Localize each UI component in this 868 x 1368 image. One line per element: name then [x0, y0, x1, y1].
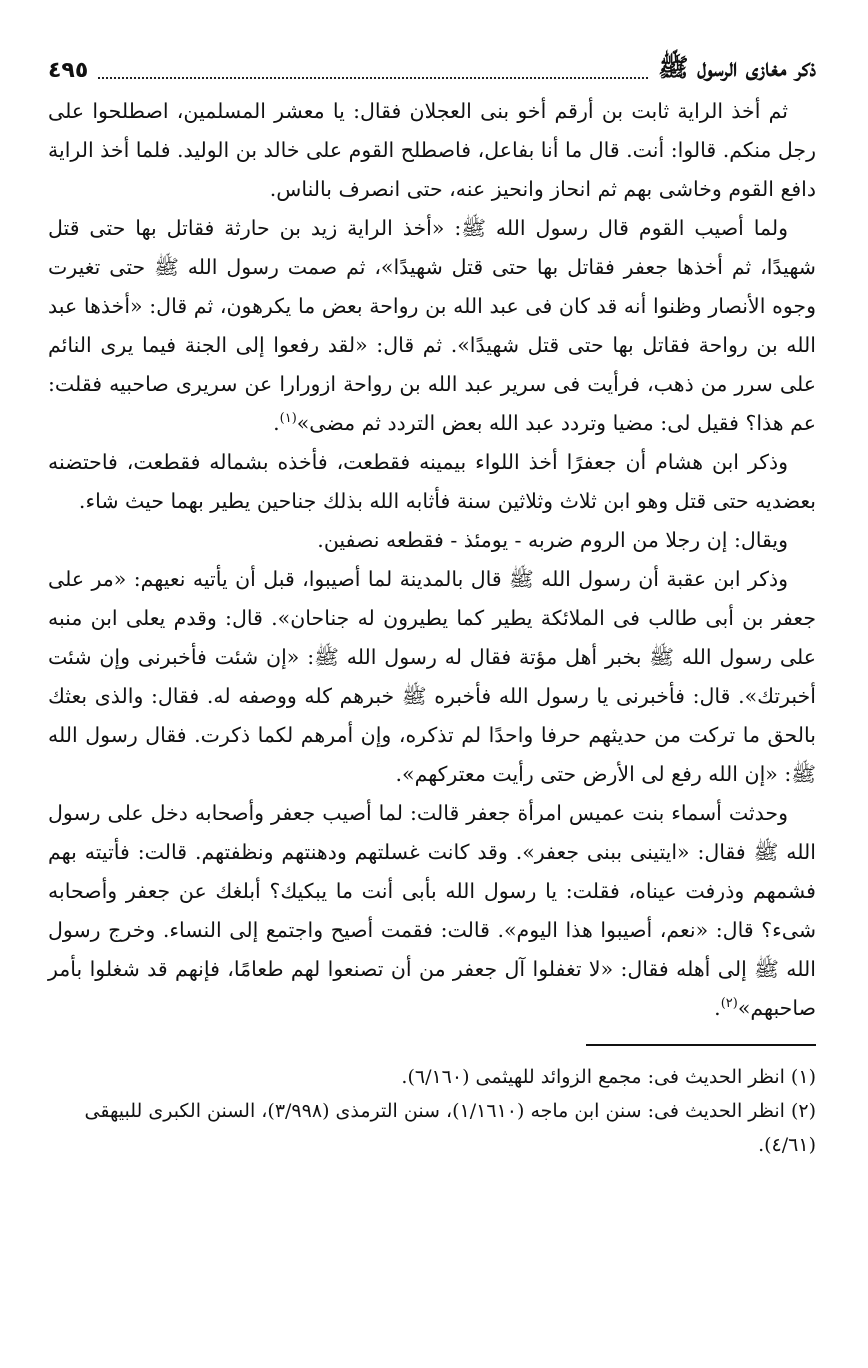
- paragraph: وحدثت أسماء بنت عميس امرأة جعفر قالت: لما أصيب جعفر وأصحابه دخل على رسول الله ﷺ فقال: «ايتينى ببنى جعفر». وقد كانت غسلتهم ودهنتهم ونظفتهم. قالت: فأتيته بهم فشمهم وذرفت عيناه، فقلت: يا رسول الله بأبى أنت ما يبكيك؟ أبلغك عن جعفر وأصحابه شىء؟ قال: «نعم، أصيبوا هذا اليوم». قالت: فقمت أصيح واجتمع إلى النساء. وخرج رسول الله ﷺ إلى أهله فقال: «لا تغفلوا آل جعفر من أن تصنعوا لهم طعامًا، فإنهم قد شغلوا بأمر صاحبهم»$^{(٢)}$.: [48, 801, 816, 1020]
- header-title: ذكر مغازى الرسول ﷺ: [658, 52, 816, 82]
- header-dot-leader: [98, 77, 648, 79]
- main-text: [48, 92, 816, 1028]
- running-header: [48, 50, 816, 90]
- paragraph: ولما أصيب القوم قال رسول الله ﷺ: «أخذ الراية زيد بن حارثة فقاتل بها حتى قتل شهيدًا، ثم أخذها جعفر فقاتل بها حتى قتل شهيدًا»، ثم صمت رسول الله ﷺ حتى تغيرت وجوه الأنصار وظنوا أنه قد كان فى عبد الله بن رواحة بعض ما يكرهون، ثم قال: «أخذها عبد الله بن رواحة فقاتل بها حتى قتل شهيدًا». ثم قال: «لقد رفعوا إلى الجنة فيما يرى النائم على سرر من ذهب، فرأيت فى سرير عبد الله بن رواحة ازورارا عن سريرى صاحبيه فقلت: عم هذا؟ فقيل لى: مضيا وتردد عبد الله بعض التردد ثم مضى»$^{(١)}$.: [48, 216, 816, 435]
- page-number: ٤٩٥: [48, 57, 89, 83]
- footnote-divider: [586, 1044, 816, 1046]
- footnote: (١) انظر الحديث فى: مجمع الزوائد للهيثمى (٦/١٦٠).: [401, 1066, 816, 1088]
- paragraph: ثم أخذ الراية ثابت بن أرقم أخو بنى العجلان فقال: يا معشر المسلمين، اصطلحوا على رجل منكم. قالوا: أنت. قال ما أنا بفاعل، فاصطلح القوم على خالد بن الوليد. فلما أخذ الراية دافع القوم وخاشى بهم ثم انحاز وانحيز عنه، حتى انصرف بالناس.: [48, 99, 816, 201]
- paragraph: ويقال: إن رجلا من الروم ضربه - يومئذ - فقطعه نصفين.: [317, 528, 788, 552]
- paragraph: وذكر ابن عقبة أن رسول الله ﷺ قال بالمدينة لما أصيبوا، قبل أن يأتيه نعيهم: «مر على جعفر بن أبى طالب فى الملائكة يطير كما يطيرون له جناحان». قال: وقدم يعلى ابن منبه على رسول الله ﷺ بخبر أهل مؤتة فقال له رسول الله ﷺ: «إن شئت فأخبرنى وإن شئت أخبرتك». قال: فأخبرنى يا رسول الله فأخبره ﷺ خبرهم كله ووصفه له. فقال: والذى بعثك بالحق ما تركت من حديثهم حرفا واحدًا لم تذكره، وإن أمرهم لكما ذكرت. فقال رسول الله ﷺ: «إن الله رفع لى الأرض حتى رأيت معتركهم».: [48, 567, 816, 786]
- paragraph: وذكر ابن هشام أن جعفرًا أخذ اللواء بيمينه فقطعت، فأخذه بشماله فقطعت، فاحتضنه بعضديه حتى قتل وهو ابن ثلاث وثلاثين سنة فأثابه الله بذلك جناحين يطير بهما حيث شاء.: [48, 450, 816, 513]
- footnote-marker: (٢): [720, 996, 738, 1012]
- book-page: [48, 50, 816, 1330]
- footnotes: [48, 1060, 816, 1162]
- footnote-marker: (١): [279, 411, 297, 427]
- footnote: (٢) انظر الحديث فى: سنن ابن ماجه (١/١٦١٠)، سنن الترمذى (٣/٩٩٨)، السنن الكبرى للبيهقى (٤/٦١).: [84, 1100, 816, 1156]
